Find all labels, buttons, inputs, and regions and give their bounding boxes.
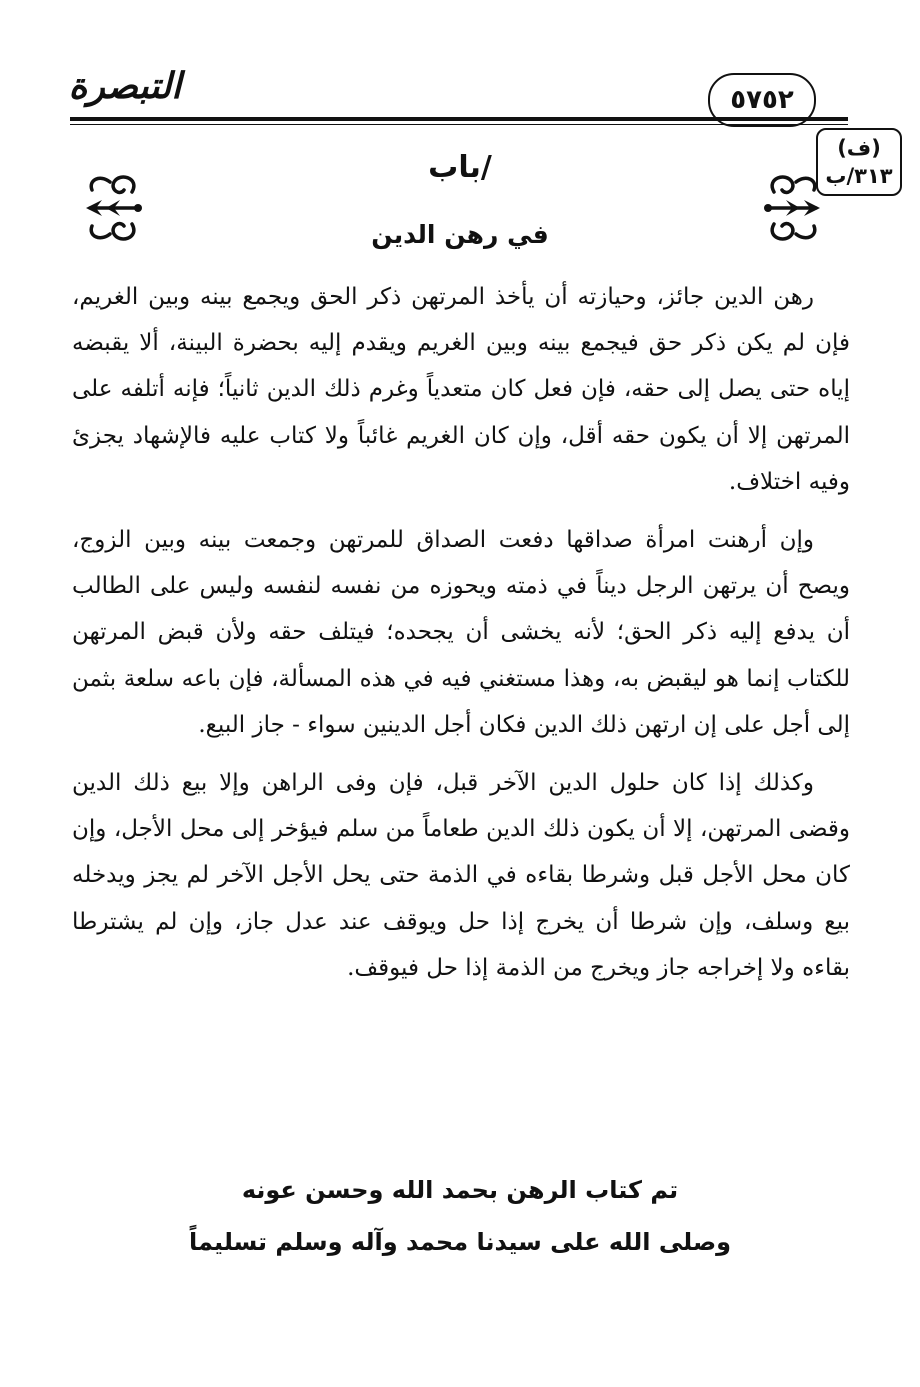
paragraph-2: وإن أرهنت امرأة صداقها دفعت الصداق للمرتهن وجمعت بينه وبين الزوج، ويصح أن يرتهن الرجل ديناً في ذمته ويحوزه من نفسه لنفسه وليس على الطالب أن يدفع إليه ذكر الحق؛ لأنه يخشى أن يجحده؛ فيتلف حقه ولأن قبض المرتهن للكتاب إنما هو ليقبض به، وهذا مستغني فيه في هذه المسألة، فإن باعه سلعة بثمن إلى أجل على إن ارتهن ذلك الدين فكان أجل الدينين سواء - جاز البيع. (72, 527, 850, 738)
page-header (70, 55, 848, 125)
book-title: التبصرة (68, 65, 182, 107)
closing-line-1: تم كتاب الرهن بحمد الله وحسن عونه (241, 1176, 679, 1204)
closing-line-2: وصلى الله على سيدنا محمد وآله وسلم تسليماً (188, 1228, 732, 1256)
header-rule-thin (70, 124, 848, 125)
manuscript-reference-box (816, 128, 902, 196)
body-text (72, 274, 850, 991)
header-rule-thick (70, 117, 848, 121)
manuscript-folio: ٣١٣/ب (825, 164, 893, 188)
paragraph-1: رهن الدين جائز، وحيازته أن يأخذ المرتهن ذكر الحق ويجمع بينه وبين الغريم، فإن لم يكن ذكر حق فيجمع بينه وبين الغريم ويقدم إليه بحضرة البينة، ألا يقبضه إياه حتى يصل إلى حقه، فإن فعل كان متعدياً وغرم ذلك الدين ثانياً؛ فإنه أتلفه على المرتهن إلا أن يكون حقه أقل، وإن كان الغريم غائباً ولا كتاب عليه فالإشهاد يجزئ وفيه اختلاف. (72, 284, 850, 495)
chapter-subtitle: في رهن الدين (371, 220, 549, 249)
manuscript-siglum: (ف) (837, 136, 881, 160)
right-floral-ornament-icon (756, 168, 826, 248)
left-floral-ornament-icon (80, 168, 150, 248)
paragraph-3: وكذلك إذا كان حلول الدين الآخر قبل، فإن وفى الراهن وإلا بيع ذلك الدين وقضى المرتهن، إلا أن يكون ذلك الدين طعاماً من سلم فيؤخر إلى محل الأجل، وإن كان محل الأجل قبل وشرطا بقاءه في الذمة حتى يحل الأجل الآخر لم يجز ويدخله بيع وسلف، وإن شرطا أن يخرج إذا حل ويوقف عند عدل جاز، وإن لم يشترطا بقاءه ولا إخراجه جاز ويخرج من الذمة إذا حل فيوقف. (72, 770, 850, 981)
chapter-title: /باب (428, 150, 492, 185)
page-number: ٥٧٥٢ (730, 85, 794, 115)
